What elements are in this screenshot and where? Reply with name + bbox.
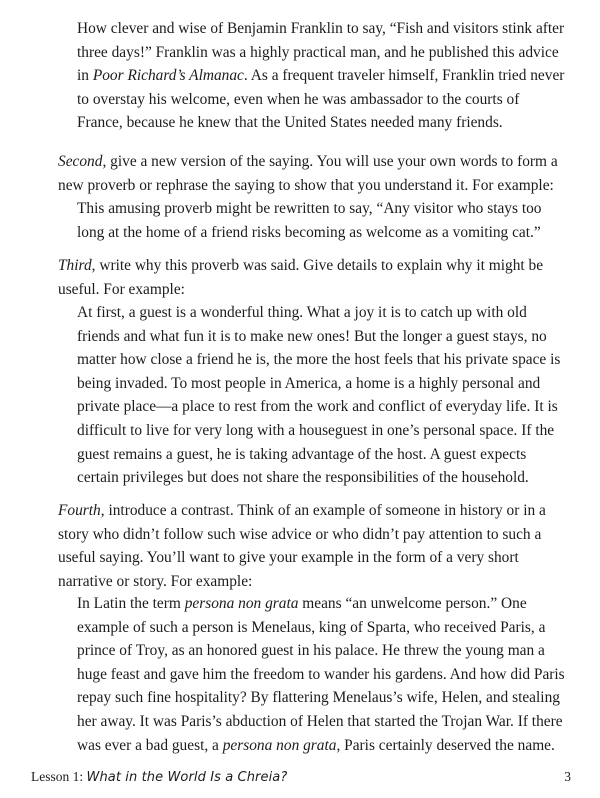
paragraph-text: How clever and wise of Benjamin Franklin to say, “Fish and visitors stink after three days!” Franklin was a highly practical man, and he published this advice in [77,20,565,85]
paragraph-text: At first, a guest is a wonderful thing. What a joy it is to catch up with old friends and what fun it is to make new ones! But the longer a guest stays, no matter how close a friend he is, the more the host feels that his private space is being invaded. To most people in America, a home is a highly personal and private place—a place to rest from the work and conflict of everyday life. It is difficult to live for very long with a houseguest in one’s personal space. If the guest remains a guest, he is taking advantage of the host. A guest expects certain privileges but does not share the responsibilities of the household. [77,304,561,487]
paragraph-text: , give a new version of the saying. You will use your own words to form a new proverb or rephrase the saying to show that you understand it. For example: [58,153,558,194]
page-number: 3 [564,769,571,784]
latin-term: persona non grata [222,736,337,754]
step-label: Fourth [58,502,101,519]
paragraph-text: In Latin the term [77,595,185,612]
paragraph-text: , Paris certainly deserved the name. [336,736,555,754]
paragraph-text: means “an unwelcome person.” One example of such a person is Menelaus, king of Sparta, who received Paris, a prince of Troy, as an honored guest in his palace. He threw the young man a huge feast and gave him the freedom to wander his gardens. And how did Paris repay such fine hospitality? By flattering Menelaus’s wife, Helen, and stealing her away. It was Paris’s abduction of Helen that started the Trojan War. If there was ever a bad guest, a [77,595,565,754]
paragraph-text: , introduce a contrast. Think of an example of someone in history or in a story who didn’t follow such wise advice or who didn’t pay attention to such a useful saying. You’ll want to give your example in the form of a very short narrative or story. For example: [58,502,546,590]
step-label: Second [58,153,103,170]
footer-lesson-label: Lesson 1: [31,769,87,784]
guest-explanation-example [77,301,565,490]
third-step-paragraph [58,254,566,301]
paragraph-text: This amusing proverb might be rewritten to say, “Any visitor who stays too long at the home of a friend risks becoming as welcome as a vomiting cat.” [77,200,542,241]
footer-lesson [31,765,287,790]
franklin-example-paragraph [77,17,565,135]
step-label: Third [58,257,92,274]
menelaus-contrast-example [77,592,565,757]
paragraph-text: . As a frequent traveler himself, Franklin tried never to overstay his welcome, even when he was ambassador to the courts of France, because he knew that the United States needed many friends. [77,67,565,132]
rewritten-proverb-example [77,197,565,244]
footer-lesson-title: What in the World Is a Chreia? [86,770,288,785]
book-title: Poor Richard’s Almanac [92,67,244,85]
latin-term: persona non grata [184,595,299,612]
second-step-paragraph [58,150,566,197]
paragraph-text: , write why this proverb was said. Give details to explain why it might be useful. For example: [58,257,544,298]
fourth-step-paragraph [58,499,566,593]
